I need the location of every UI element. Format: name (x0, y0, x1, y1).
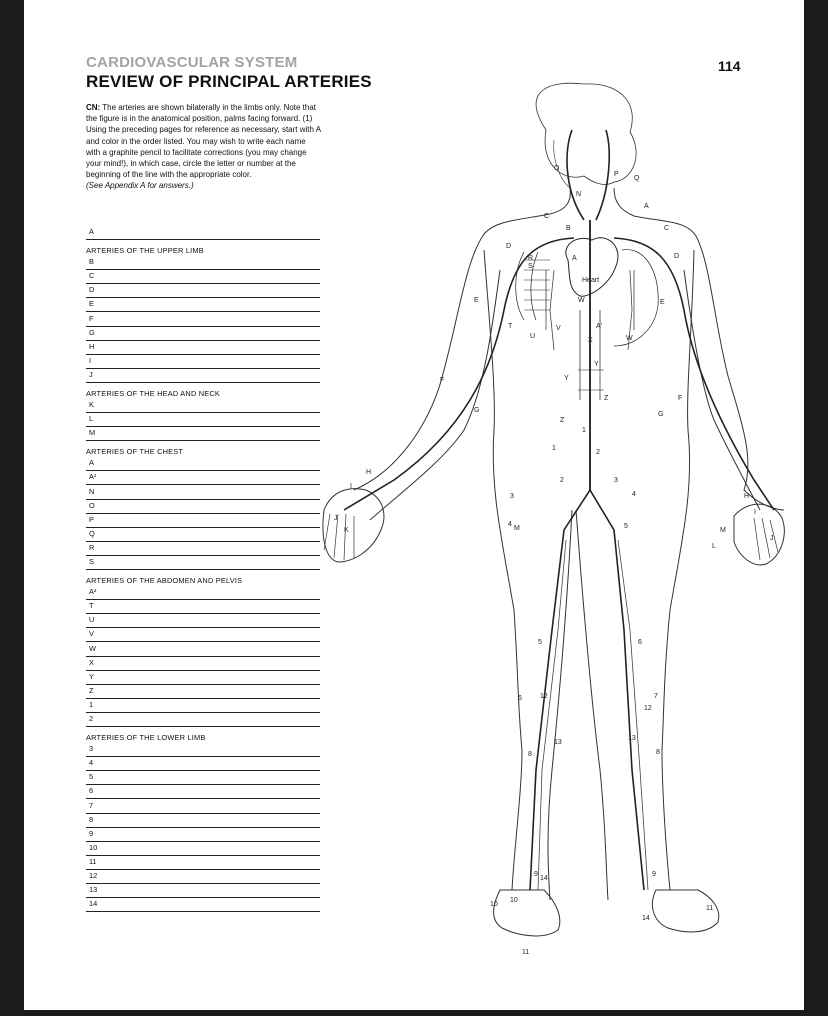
artery-letter: 2 (89, 714, 94, 723)
artery-answer-line[interactable] (86, 470, 320, 485)
figure-label: J (334, 515, 338, 522)
artery-answer-line[interactable] (86, 585, 320, 600)
artery-letter: O (89, 500, 95, 510)
artery-answer-line[interactable] (86, 670, 320, 685)
artery-letter: H (89, 341, 95, 351)
section-heading: ARTERIES OF THE CHEST (86, 447, 184, 457)
artery-answer-line[interactable] (86, 712, 320, 727)
artery-answer-line[interactable] (86, 698, 320, 713)
artery-letter: 8 (89, 814, 94, 824)
figure-label: 5 (624, 523, 628, 530)
figure-label: F (440, 377, 445, 384)
instructions-text (86, 102, 322, 192)
figure-label: L (712, 543, 716, 550)
artery-answer-line[interactable] (86, 827, 320, 842)
figure-label: 12 (644, 705, 652, 712)
figure-label: Z (560, 417, 565, 424)
figure-label: F (678, 395, 683, 402)
artery-letter: A² (89, 587, 97, 597)
artery-letter: X (89, 657, 94, 667)
artery-letter: R (89, 542, 95, 552)
figure-label: 3 (510, 493, 514, 500)
artery-answer-line[interactable] (86, 412, 320, 427)
artery-letter: B (89, 257, 94, 267)
artery-answer-line[interactable] (86, 513, 320, 528)
artery-letter: E (89, 299, 94, 309)
artery-answer-line[interactable] (86, 398, 320, 413)
artery-answer-line[interactable] (86, 326, 320, 341)
figure-label: W (578, 297, 585, 304)
figure-label: O (554, 165, 560, 172)
section-heading: ARTERIES OF THE UPPER LIMB (86, 246, 204, 256)
figure-label: Z (604, 395, 609, 402)
artery-letter: 7 (89, 800, 94, 810)
artery-answer-line[interactable] (86, 656, 320, 671)
figure-label: N (576, 191, 582, 198)
figure-label: 14 (642, 915, 650, 922)
artery-answer-line[interactable] (86, 869, 320, 884)
figure-label: C (664, 225, 670, 232)
artery-letter: U (89, 615, 95, 625)
artery-letter: S (89, 557, 94, 566)
artery-answer-line[interactable] (86, 269, 320, 284)
arteries-diagram (314, 70, 794, 970)
arteries-body-figure (314, 70, 794, 970)
figure-label: T (508, 323, 513, 330)
artery-answer-line[interactable] (86, 855, 320, 870)
artery-letter: G (89, 327, 95, 337)
figure-label: A (572, 255, 577, 262)
figure-label: E (660, 299, 665, 306)
artery-answer-line[interactable] (86, 297, 320, 312)
figure-label: 2 (560, 477, 564, 484)
artery-letter: J (89, 369, 93, 379)
artery-letter: D (89, 285, 95, 295)
artery-letter: P (89, 514, 94, 524)
artery-answer-line[interactable] (86, 255, 320, 270)
figure-label: 8 (528, 751, 532, 758)
figure-label: 5 (538, 639, 542, 646)
heart-label: Heart (582, 277, 600, 284)
artery-answer-line[interactable] (86, 642, 320, 657)
cn-label: CN: (86, 103, 101, 112)
figure-label: Y (594, 361, 599, 368)
figure-label: 4 (632, 491, 636, 498)
artery-letter: A¹ (89, 472, 97, 482)
artery-answer-line[interactable] (86, 756, 320, 771)
artery-answer-line[interactable] (86, 499, 320, 514)
artery-answer-line[interactable] (86, 799, 320, 814)
instructions-body: The arteries are shown bilaterally in the limbs only. Note that the figure is in the anatomical position, palms facing forward. (1) Using the preceding pages for reference as necessary, start with A and color in the order listed. You may wish to write each name with a graphite pencil to facilitate corrections (you may change your mind!), in which case, circle the letter or number at the beginning of the line with the appropriate color. (86, 103, 321, 180)
figure-label: 11 (706, 905, 714, 912)
figure-label: J (770, 535, 774, 542)
figure-label: 10 (490, 901, 498, 908)
artery-answer-line[interactable] (86, 368, 320, 383)
figure-label: C (544, 213, 550, 220)
artery-answer-line[interactable] (86, 684, 320, 699)
artery-answer-line[interactable] (86, 354, 320, 369)
artery-answer-line[interactable] (86, 225, 320, 240)
figure-label: 2 (596, 449, 600, 456)
figure-label: 4 (508, 521, 512, 528)
artery-letter: 12 (89, 871, 98, 880)
section-heading: ARTERIES OF THE LOWER LIMB (86, 733, 206, 743)
figure-label: I (754, 509, 756, 516)
artery-letter: Q (89, 528, 95, 538)
figure-label: D (506, 243, 512, 250)
figure-label: M (514, 525, 520, 532)
artery-letter: 3 (89, 744, 94, 754)
figure-label: 10 (510, 897, 518, 904)
artery-letter: V (89, 629, 94, 639)
artery-answer-line[interactable] (86, 312, 320, 327)
artery-letter: 1 (89, 699, 94, 709)
artery-letter: F (89, 313, 94, 323)
figure-label: S (528, 263, 533, 270)
figure-label: Y (564, 375, 569, 382)
figure-label: 6 (638, 639, 642, 646)
artery-answer-line[interactable] (86, 883, 320, 898)
artery-letter: 13 (89, 885, 98, 895)
artery-letter: T (89, 601, 94, 611)
artery-letter: 9 (89, 828, 94, 838)
artery-answer-line[interactable] (86, 456, 320, 471)
figure-label: A (644, 203, 649, 210)
figure-label: 13 (628, 735, 636, 742)
figure-label: M (720, 527, 726, 534)
artery-answer-line[interactable] (86, 742, 320, 757)
figure-label: B (566, 225, 571, 232)
figure-label: 7 (654, 693, 658, 700)
page-number: 114 (718, 58, 741, 74)
figure-label: H (366, 469, 372, 476)
section-heading: ARTERIES OF THE HEAD AND NECK (86, 389, 221, 398)
artery-letter: 11 (89, 856, 97, 866)
artery-answer-line[interactable] (86, 555, 320, 570)
figure-label: 3 (614, 477, 618, 484)
artery-letter: Y (89, 671, 94, 681)
artery-answer-line[interactable] (86, 813, 320, 828)
artery-letter: 14 (89, 899, 98, 909)
figure-label: 1 (582, 427, 586, 434)
section-subtitle: CARDIOVASCULAR SYSTEM (86, 54, 298, 71)
figure-label: 9 (652, 871, 656, 878)
figure-label: P (614, 171, 619, 178)
artery-answer-line[interactable] (86, 541, 320, 556)
figure-label: K (344, 527, 349, 534)
artery-answer-line[interactable] (86, 784, 320, 799)
appendix-note: (See Appendix A for answers.) (86, 181, 194, 191)
figure-label: D (674, 253, 680, 260)
figure-label: W (626, 335, 633, 342)
artery-letter: K (89, 400, 94, 409)
figure-label: Q (634, 175, 640, 182)
artery-letter: 10 (89, 842, 98, 852)
artery-letter: L (89, 414, 94, 424)
artery-letter: A (89, 227, 94, 236)
artery-letter: I (89, 355, 92, 365)
artery-answer-line[interactable] (86, 340, 320, 355)
artery-letter: N (89, 486, 95, 496)
artery-answer-line[interactable] (86, 283, 320, 298)
artery-letter: 5 (89, 772, 94, 782)
artery-letter: W (89, 643, 96, 653)
figure-label: G (658, 411, 664, 418)
figure-label: 13 (554, 739, 562, 746)
figure-label: G (474, 407, 480, 414)
artery-letter: M (89, 428, 96, 438)
artery-letter: Z (89, 685, 94, 695)
artery-letter: A (89, 458, 94, 468)
page-title: REVIEW OF PRINCIPAL ARTERIES (86, 72, 372, 91)
artery-letter: C (89, 271, 95, 281)
artery-answer-line[interactable] (86, 841, 320, 856)
figure-label: A' (596, 323, 603, 330)
figure-label: H (744, 493, 750, 500)
figure-label: 1 (552, 445, 556, 452)
artery-answer-line[interactable] (86, 897, 320, 912)
worksheet-page (24, 0, 804, 1010)
figure-label: 12 (540, 693, 548, 700)
figure-label: I (350, 483, 352, 490)
artery-letter: 6 (89, 786, 94, 796)
artery-answer-line[interactable] (86, 485, 320, 500)
figure-label: 8 (656, 749, 660, 756)
figure-label: 14 (540, 875, 548, 882)
artery-answer-line[interactable] (86, 426, 320, 441)
artery-answer-line[interactable] (86, 627, 320, 642)
figure-label: 11 (522, 949, 530, 956)
artery-answer-line[interactable] (86, 599, 320, 614)
artery-answer-line[interactable] (86, 527, 320, 542)
figure-label: R (528, 255, 534, 262)
figure-label: U (530, 333, 536, 340)
artery-answer-line[interactable] (86, 770, 320, 785)
figure-label: 6 (518, 695, 522, 702)
figure-label: V (556, 325, 561, 332)
figure-label: E (474, 297, 479, 304)
section-heading: ARTERIES OF THE ABDOMEN AND PELVIS (86, 576, 243, 586)
artery-letter: 4 (89, 758, 94, 768)
artery-answer-line[interactable] (86, 613, 320, 628)
figure-label: X (588, 337, 593, 344)
figure-label: 9 (534, 871, 538, 878)
